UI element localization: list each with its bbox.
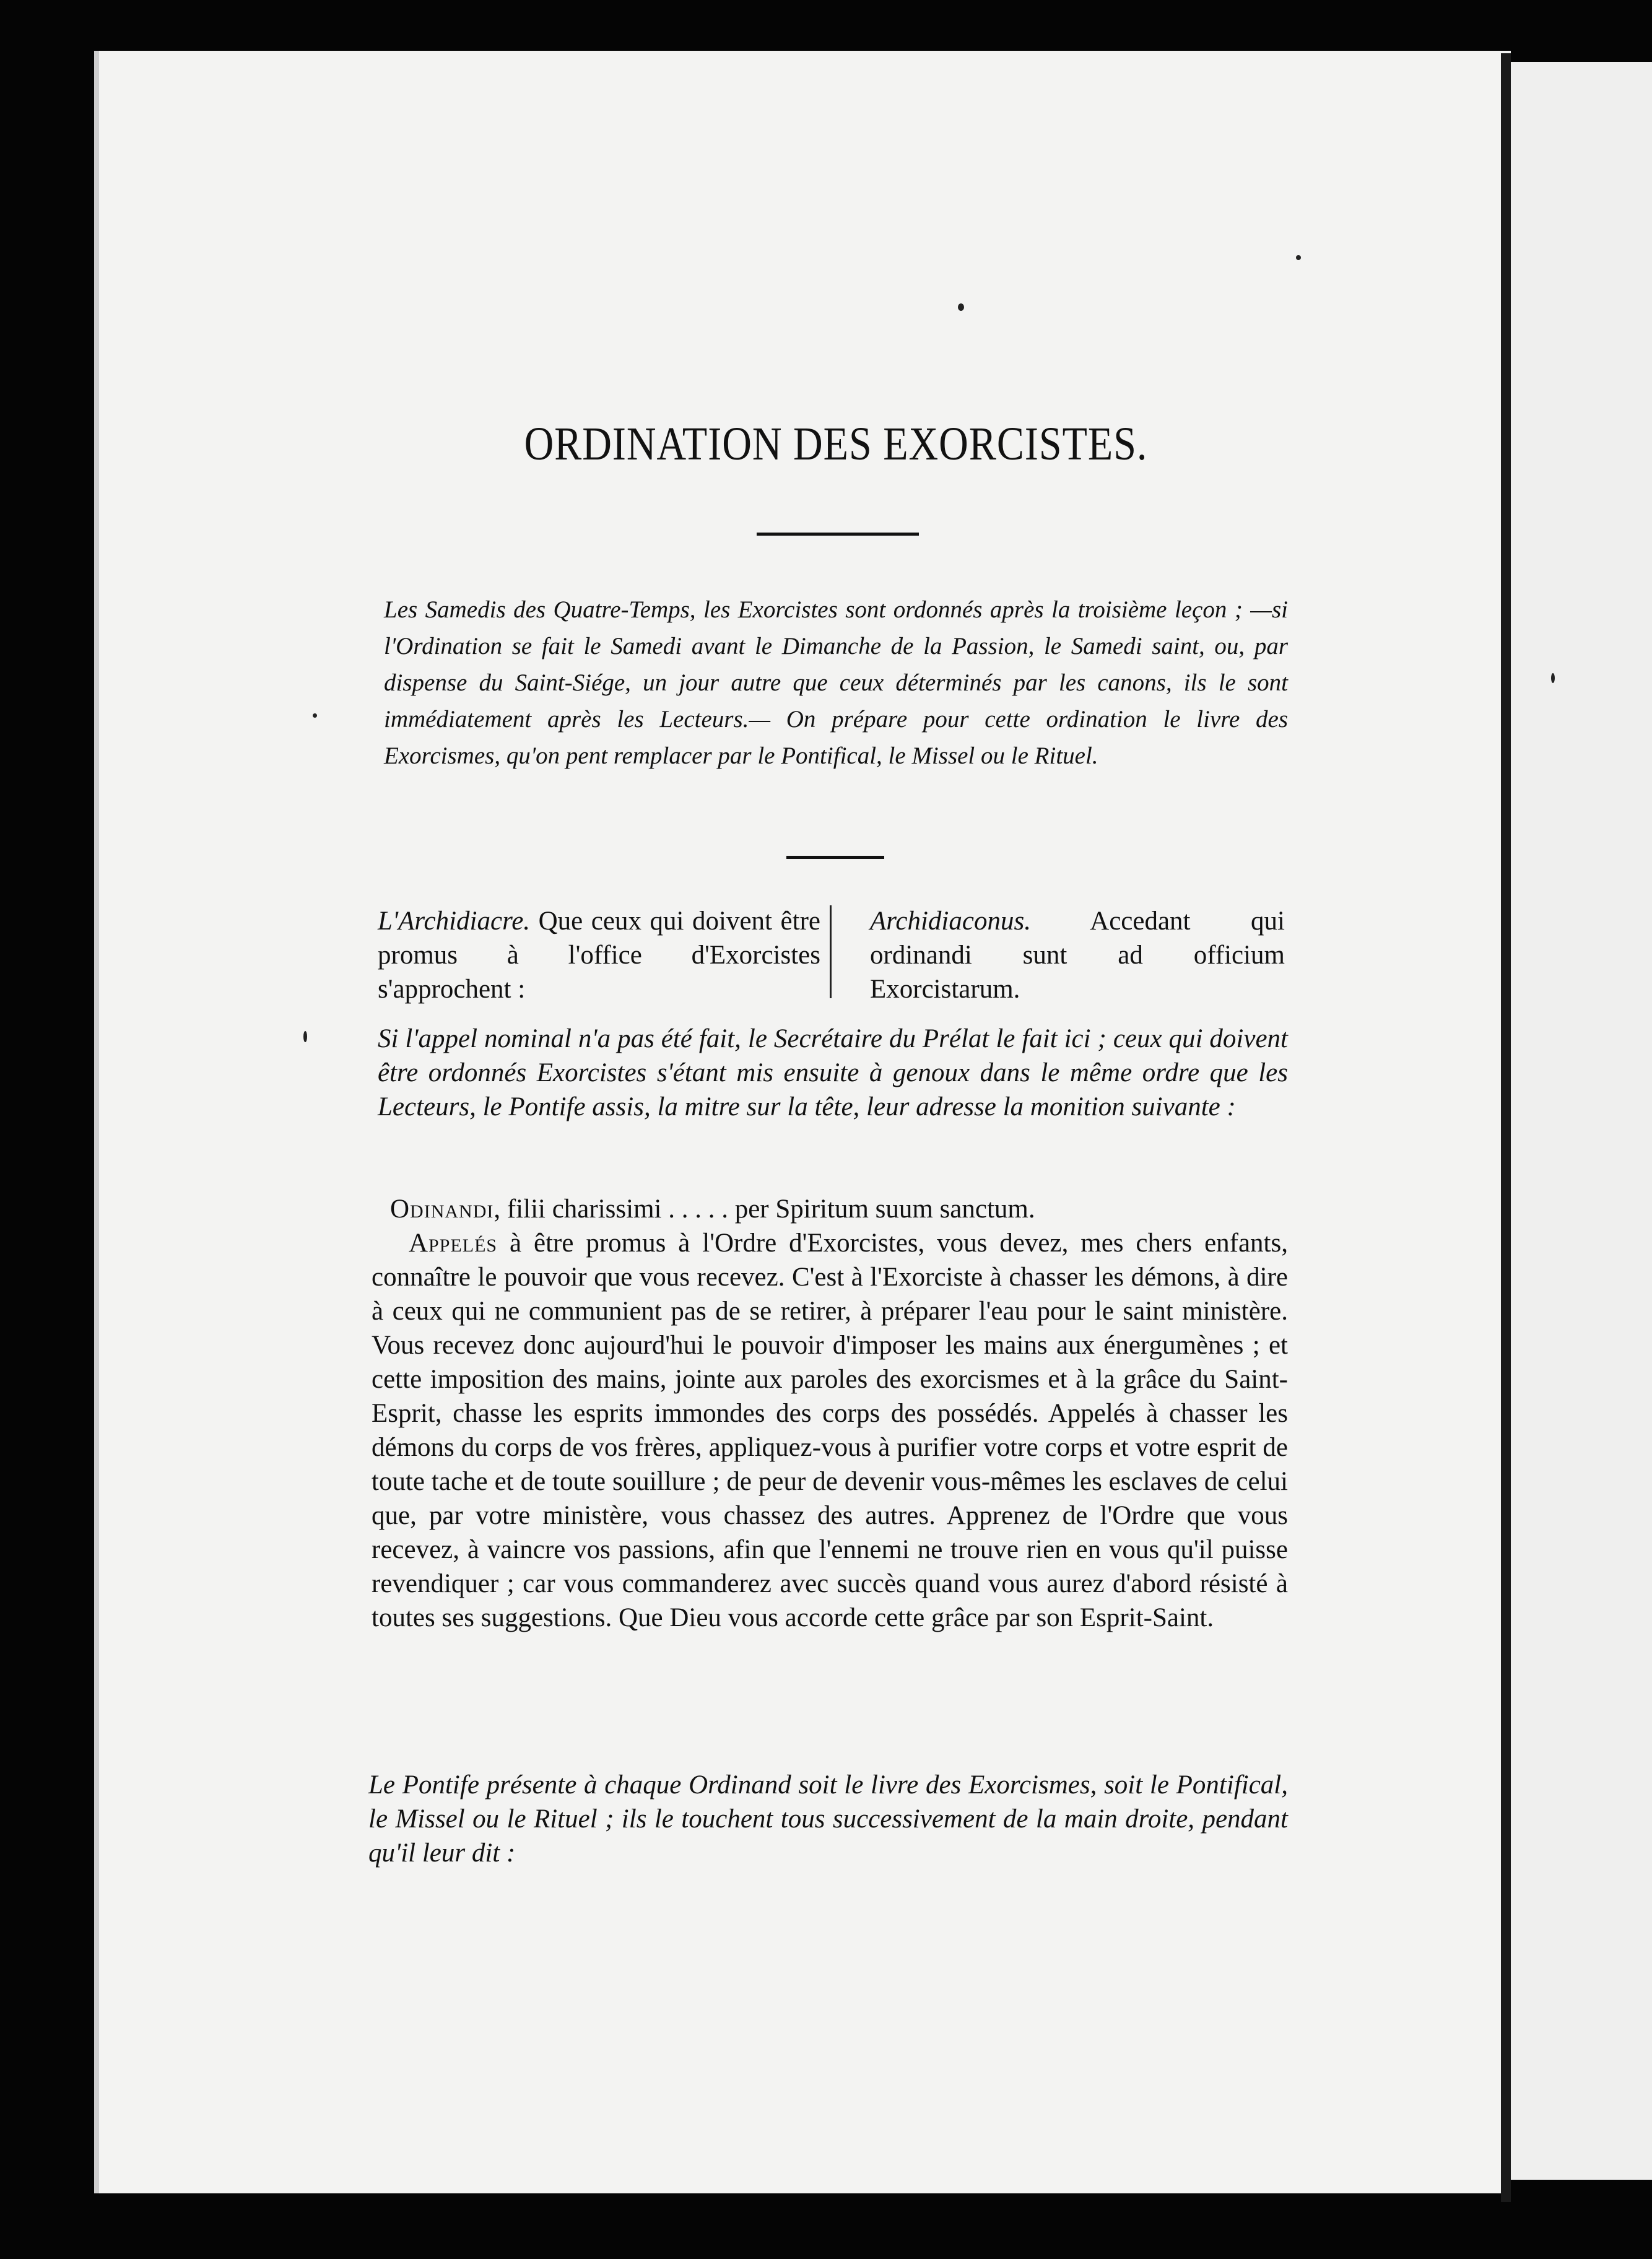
column-divider [830, 905, 832, 998]
monition-first-word: Appelés [409, 1229, 498, 1258]
title-rule [757, 533, 919, 536]
scan-speck [1296, 255, 1301, 260]
rubric-final: Le Pontife présente à chaque Ordinand soit le livre des Exorcismes, soit le Pontifical, le Missel ou le Rituel ; ils le touchent tous successivement de la main droite, pendant qu'il leur dit : [368, 1770, 1288, 1868]
archdeacon-latin [870, 904, 1285, 1006]
scan-speck [303, 1031, 307, 1042]
speaker-label: Archidiaconus. [870, 907, 1031, 936]
monition-text [372, 1226, 1288, 1635]
page-title: ORDINATION DES EXORCISTES. [524, 418, 1148, 471]
scan-speck [958, 303, 964, 311]
rubric-call: Si l'appel nominal n'a pas été fait, le Secrétaire du Prélat le fait ici ; ceux qui doivent être ordonnés Exorcistes s'étant mis ensuite à genoux dans le même ordre que les Lecteurs, le Pontife assis, la mitre sur la tête, leur adresse la monition suivante : [378, 1024, 1288, 1121]
section-rule [786, 856, 884, 859]
page-gutter [1501, 53, 1511, 2202]
scan-speck [1551, 673, 1555, 683]
speaker-label: L'Archidiacre. [378, 907, 531, 936]
speaker-text: Accedant qui ordinandi sunt ad officium Exorcistarum. [870, 907, 1285, 1004]
incipit-rest: , filii charissimi . . . . . per Spiritum suum sanctum. [493, 1195, 1035, 1224]
incipit-first-word: Odinandi [390, 1195, 494, 1224]
speaker-text: Que ceux qui doivent être promus à l'office d'Exorcistes s'approchent : [378, 907, 820, 1004]
scan-speck [313, 713, 317, 718]
monition-rest: à être promus à l'Ordre d'Exorcistes, vous devez, mes chers enfants, connaître le pouvoir que vous recevez. C'est à l'Exorciste à chasser les démons, à dire à ceux qui ne communient pas de se retirer, à préparer l'eau pour le saint ministère. Vous recevez donc aujourd'hui le pouvoir d'imposer les mains aux énergumènes ; et cette imposition des mains, jointe aux paroles des exorcismes et à la grâce du Saint-Esprit, chasse les esprits immondes des corps des possédés. Appelés à chasser les démons du corps de vos frères, appliquez-vous à purifier votre corps et votre esprit de toute tache et de toute souillure ; de peur de devenir vous-mêmes les esclaves de celui que, par votre ministère, vous chassez des autres. Apprenez de l'Ordre que vous recevez, à vaincre vos passions, afin que l'ennemi ne trouve rien en vous qu'il puisse revendiquer ; car vous commanderez avec succès quand vous aurez d'abord résisté à toutes ses suggestions. Que Dieu vous accorde cette grâce par son Esprit-Saint. [372, 1229, 1288, 1632]
latin-incipit [390, 1192, 1288, 1226]
rubric-intro: Les Samedis des Quatre-Temps, les Exorcistes sont ordonnés après la troisième leçon ; —si l'Ordination se fait le Samedi avant le Dimanche de la Passion, le Samedi saint, ou, par dispense du Saint-Siége, un jour autre que ceux déterminés par les canons, ils le sont immédiatement après les Lecteurs.— On prépare pour cette ordination le livre des Exorcismes, qu'on pent remplacer par le Pontifical, le Missel ou le Rituel. [384, 596, 1288, 769]
archdeacon-french [378, 904, 820, 1006]
facing-page-edge [1511, 62, 1652, 2180]
